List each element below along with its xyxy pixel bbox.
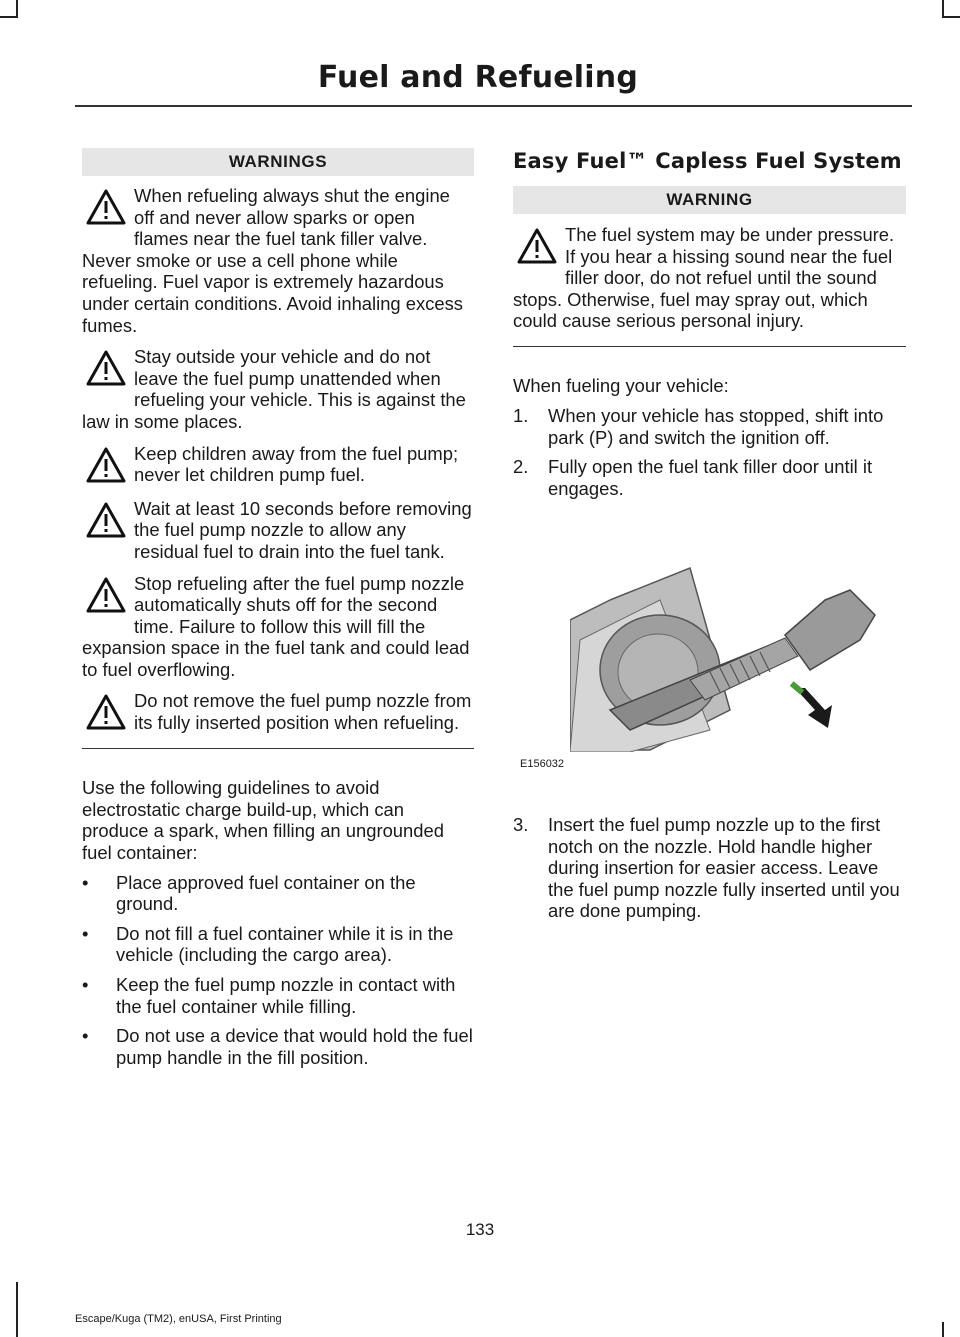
warning-text: Wait at least 10 seconds before removing the fuel pump nozzle to allow any residual fuel to drain into the fuel tank. [134,497,472,562]
section-rule [513,346,906,348]
warning-text: Stay outside your vehicle and do not leave the fuel pump unattended when refueling your vehicle. This is against the law in some places. [82,346,466,432]
warning-item [82,690,474,733]
list-item-text: Do not fill a fuel container while it is in the vehicle (including the cargo area). [116,922,454,966]
figure-code: E156032 [520,758,565,770]
warning-item [82,346,474,432]
warning-item [82,573,474,681]
warning-triangle-icon [82,346,134,392]
list-item-text: Do not use a device that would hold the fuel pump handle in the fill position. [116,1025,473,1068]
crop-mark [942,1322,944,1337]
fueling-steps-continued [513,814,906,922]
step-item [513,405,906,448]
fueling-intro: When fueling your vehicle: [513,375,729,397]
header-rule [75,105,912,107]
list-item [82,872,474,915]
warnings-heading: WARNINGS [82,148,474,176]
step-item [513,814,906,922]
section-rule [82,748,474,750]
left-column [82,148,474,1068]
warning-text: Keep children away from the fuel pump; never let children pump fuel. [134,442,459,486]
step-number: 2. [513,456,529,478]
step-number: 3. [513,814,529,835]
warning-item [82,498,474,563]
list-item-text: Place approved fuel container on the ground. [116,871,416,915]
warning-text: Do not remove the fuel pump nozzle from its fully inserted position when refueling. [134,690,472,734]
warning-triangle-icon [82,690,134,736]
step-number: 1. [513,405,529,427]
guidelines-intro: Use the following guidelines to avoid electrostatic charge build-up, which can produce a spark, when filling an ungrounded fuel container: [82,777,444,863]
bullet-mark: • [82,1025,89,1047]
list-item [82,923,474,966]
fueling-steps [513,405,906,499]
step-text: Insert the fuel pump nozzle up to the first notch on the nozzle. Hold handle higher during insertion for easier access. Leave the fuel pump nozzle fully inserted until you are done pumping. [548,814,900,922]
bullet-mark: • [82,871,89,893]
warning-text: The fuel system may be under pressure. If you hear a hissing sound near the fuel filler door, do not refuel until the sound stops. Otherwise, fuel may spray out, which could cause serious personal injury. [513,224,895,332]
section-title: Easy Fuel™ Capless Fuel System [513,149,902,173]
warning-item [82,185,474,336]
bullet-mark: • [82,973,89,995]
fuel-nozzle-illustration [570,560,882,752]
crop-mark [16,1282,18,1337]
warning-triangle-icon [82,443,134,489]
list-item-text: Keep the fuel pump nozzle in contact with the fuel container while filling. [116,973,456,1017]
list-item [82,1025,474,1068]
bullet-mark: • [82,922,89,944]
step-text: When your vehicle has stopped, shift into park (P) and switch the ignition off. [548,405,884,448]
page-number: 133 [465,1220,495,1239]
right-column [513,148,906,499]
crop-mark [942,16,960,18]
step-item [513,456,906,499]
warning-heading: WARNING [513,186,906,214]
warning-item [82,443,474,486]
list-item [82,974,474,1017]
footer-text: Escape/Kuga (TM2), enUSA, First Printing [75,1313,282,1325]
warning-text: Stop refueling after the fuel pump nozzle automatically shuts off for the second time. Failure to follow this will fill the expansion space in the fuel tank and could lead to fuel overflowing. [82,572,470,680]
warning-item [513,224,906,332]
warning-triangle-icon [82,573,134,619]
warning-triangle-icon [82,185,134,231]
warning-triangle-icon [82,498,134,544]
guidelines-list [82,872,474,1069]
step-3-block [513,814,906,922]
page-title: Fuel and Refueling [317,60,638,95]
step-text: Fully open the fuel tank filler door until it engages. [548,456,873,499]
warning-text: When refueling always shut the engine off and never allow sparks or open flames near the fuel tank filler valve. Never smoke or use a cell phone while refueling. Fuel vapor is extremely hazardous under certain conditions. Avoid inhaling excess fumes. [82,185,463,336]
warning-triangle-icon [513,224,565,270]
crop-mark [0,16,18,18]
